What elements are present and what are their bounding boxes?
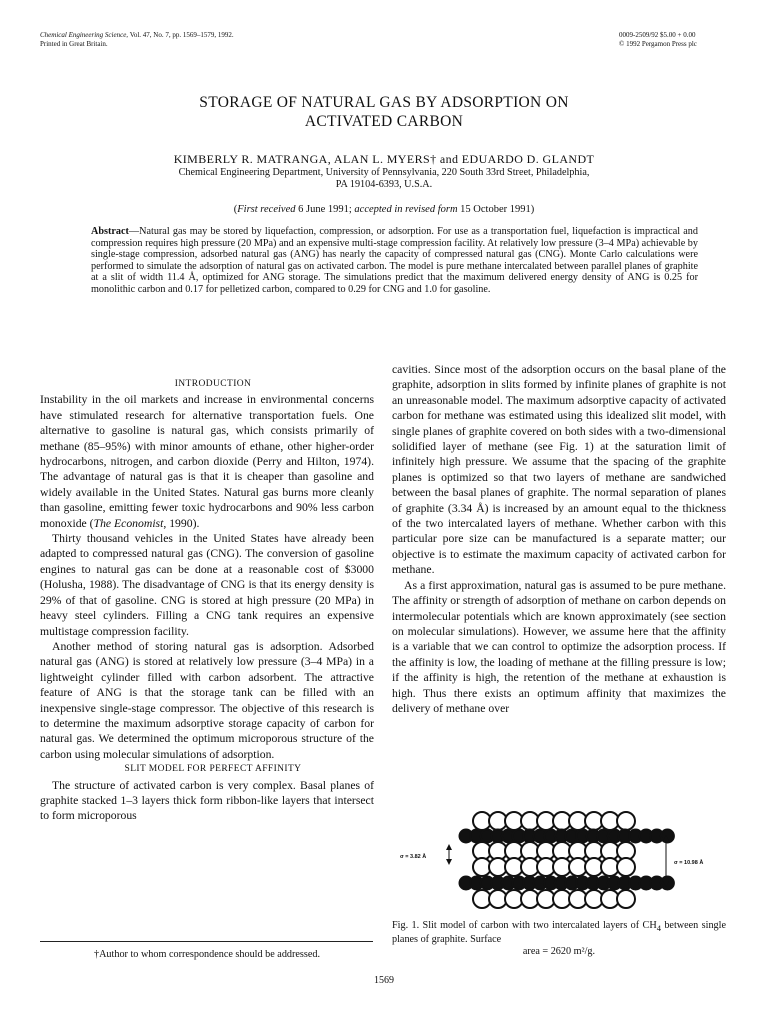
- affinity-paragraph: As a first approximation, natural gas is assumed to be pure methane. The affinity or strength of adsorption of methane on carbon depends on intermolecular potentials which are known approximately (see section on molecular simulations). However, we assume here that the affinity is a variable that we can control to optimize the adsorption process. If the affinity is low, the loading of methane at the filling pressure is low; if the affinity is high, the retention of the methane at exhaustion is high. Thus there exists an optimum affinity that maximizes the delivery of methane over: [392, 578, 726, 715]
- journal-name: Chemical Engineering Science,: [40, 31, 129, 39]
- abstract: [91, 226, 698, 296]
- spacing-label-left: σ = 3.82 Å: [400, 854, 427, 860]
- abstract-label: Abstract: [91, 226, 129, 237]
- accepted-date: 15 October 1991: [460, 204, 531, 215]
- methane-atom: [617, 812, 635, 830]
- slit-paragraph-1: The structure of activated carbon is very complex. Basal planes of graphite stacked 1–3 layers thick form ribbon-like layers that intersect to form microporous: [40, 778, 374, 823]
- caption-text-2: between single planes of graphite. Surface: [392, 920, 726, 946]
- author-list: KIMBERLY R. MATRANGA, ALAN L. MYERS† and EDUARDO D. GLANDT: [173, 152, 595, 166]
- methane-atom: [617, 858, 635, 876]
- running-header-left: [40, 31, 234, 49]
- received-dates: (First received 6 June 1991; accepted in revised form 15 October 1991): [233, 204, 535, 215]
- caption-subscript: 4: [656, 923, 661, 934]
- intro-paragraph-3: Another method of storing natural gas is adsorption. Adsorbed natural gas (ANG) is stored at relatively low pressure (3–4 MPa) in a lightweight cylinder filled with carbon adsorbent. The attractive feature of ANG is that the storage tank can be filled with an inexpensive single-stage compressor. The objective of this research is to determine the maximum adsorptive storage capacity of carbon for natural gas. We determined the optimum microporous structure of the carbon using molecular simulations of adsorption.: [40, 639, 374, 761]
- intro-paragraph-1: [40, 392, 374, 531]
- title-line-2: ACTIVATED CARBON: [304, 113, 464, 130]
- caption-text-3: area = 2620 m²/g.: [522, 946, 596, 958]
- intro-p1-text: Instability in the oil markets and increase in environmental concerns have stimulated research for alternative transportation fuels. One alternative to gasoline is natural gas, which consists primarily of methane (85–95%) with minor amounts of ethane, other higher-order hydrocarbons, nitrogen, and carbon dioxide (Perry and Hilton, 1974). The advantage of natural gas is that it is cheaper than gasoline and widely available in the United States. Natural gas burns more cleanly than gasoline, emitting fewer toxic hydrocarbons and 90% less carbon monoxide (: [40, 393, 374, 530]
- introduction-heading: INTRODUCTION: [174, 379, 252, 389]
- spacing-label-right: σ = 10.98 Å: [674, 860, 704, 866]
- right-column: [392, 362, 726, 716]
- accepted-label: accepted in revised form: [354, 204, 458, 215]
- journal-volume: Vol. 47, No. 7, pp. 1569–1579, 1992.: [129, 31, 234, 39]
- received-date: 6 June 1991;: [298, 204, 352, 215]
- spacing-arrow-left: [446, 844, 452, 865]
- printed-note: Printed in Great Britain.: [40, 40, 108, 48]
- intro-p1-tail: , 1990).: [163, 516, 200, 530]
- running-header-right: [619, 31, 697, 49]
- slit-paragraph-continued: cavities. Since most of the adsorption occurs on the basal plane of the graphite, adsorption in slits formed by infinite planes of graphite is not an unreasonable model. The maximum adsorptive capacity of activated carbon for methane was estimated using this idealized slit model, with single planes of graphite covered on both sides with a two-dimensional solidified layer of methane (see Fig. 1) at the saturation limit of infinitely high pressure. We assume that the spacing of the graphite planes is optimized so that two layers of methane are sandwiched between the basal planes of graphite. The normal separation of planes of graphite (3.34 Å) is increased by an amount equal to the thickness of the two intercalated layers of methane. Whether carbon with this particular pore size can be manufactured is a separate matter; our objective is to estimate the maximum capacity of activated carbon for methane.: [392, 363, 726, 577]
- affiliation-line-1: Chemical Engineering Department, University of Pennsylvania, 220 South 33rd Street, Philadelphia,: [178, 167, 590, 178]
- citation-economist: The Economist: [93, 516, 164, 530]
- received-label: First received: [237, 204, 296, 215]
- figure-1-slit-model: [398, 810, 728, 916]
- title-line-1: STORAGE OF NATURAL GAS BY ADSORPTION ON: [199, 94, 569, 111]
- paper-title: [60, 93, 708, 131]
- methane-atom: [617, 890, 635, 908]
- page-number: 1569: [374, 975, 394, 986]
- slit-model-heading: SLIT MODEL FOR PERFECT AFFINITY: [124, 764, 302, 775]
- left-column: [40, 377, 374, 824]
- footnote: †Author to whom correspondence should be addressed.: [93, 949, 321, 960]
- figure-1-caption: [392, 920, 726, 958]
- affiliation-line-2: PA 19104-6393, U.S.A.: [335, 179, 433, 190]
- caption-text-1: Fig. 1. Slit model of carbon with two intercalated layers of CH: [392, 920, 657, 931]
- footnote-divider: [40, 941, 373, 942]
- copyright-note: © 1992 Pergamon Press plc: [619, 40, 697, 48]
- affiliation: [90, 167, 678, 191]
- intro-paragraph-2: Thirty thousand vehicles in the United States have already been adapted to compressed natural gas (CNG). The conversion of gasoline engines to natural gas can be done at a reasonable cost of $3000 (Holusha, 1988). The disadvantage of CNG is that its energy density is 29% of that of gasoline. CNG is stored at high pressure (20 MPa) in heavy steel cylinders. Filling a CNG tank requires an expensive multistage compression facility.: [40, 532, 374, 638]
- issn-price: 0009-2509/92 $5.00 + 0.00: [619, 31, 696, 39]
- abstract-text: —Natural gas may be stored by liquefaction, compression, or adsorption. For use as a transportation fuel, liquefaction is impractical and compression requires high pressure (20 MPa) and an expensive multi-stage compression facility. At relatively low pressure (3–4 MPa) achievable by single-stage compression, adsorbed natural gas (ANG) has nearly the capacity of compressed natural gas (CNG). Monte Carlo calculations were performed to simulate the adsorption of natural gas on activated carbon. The model is pure methane intercalated between parallel planes of graphite at a slit of width 11.4 Å, optimized for ANG storage. The simulations predict that the maximum delivered energy density of ANG is 0.25 for monolithic carbon and 0.17 for pelletized carbon, compared to 0.29 for CNG and 1.0 for gasoline.: [91, 226, 698, 295]
- molecule-layers: [460, 812, 674, 908]
